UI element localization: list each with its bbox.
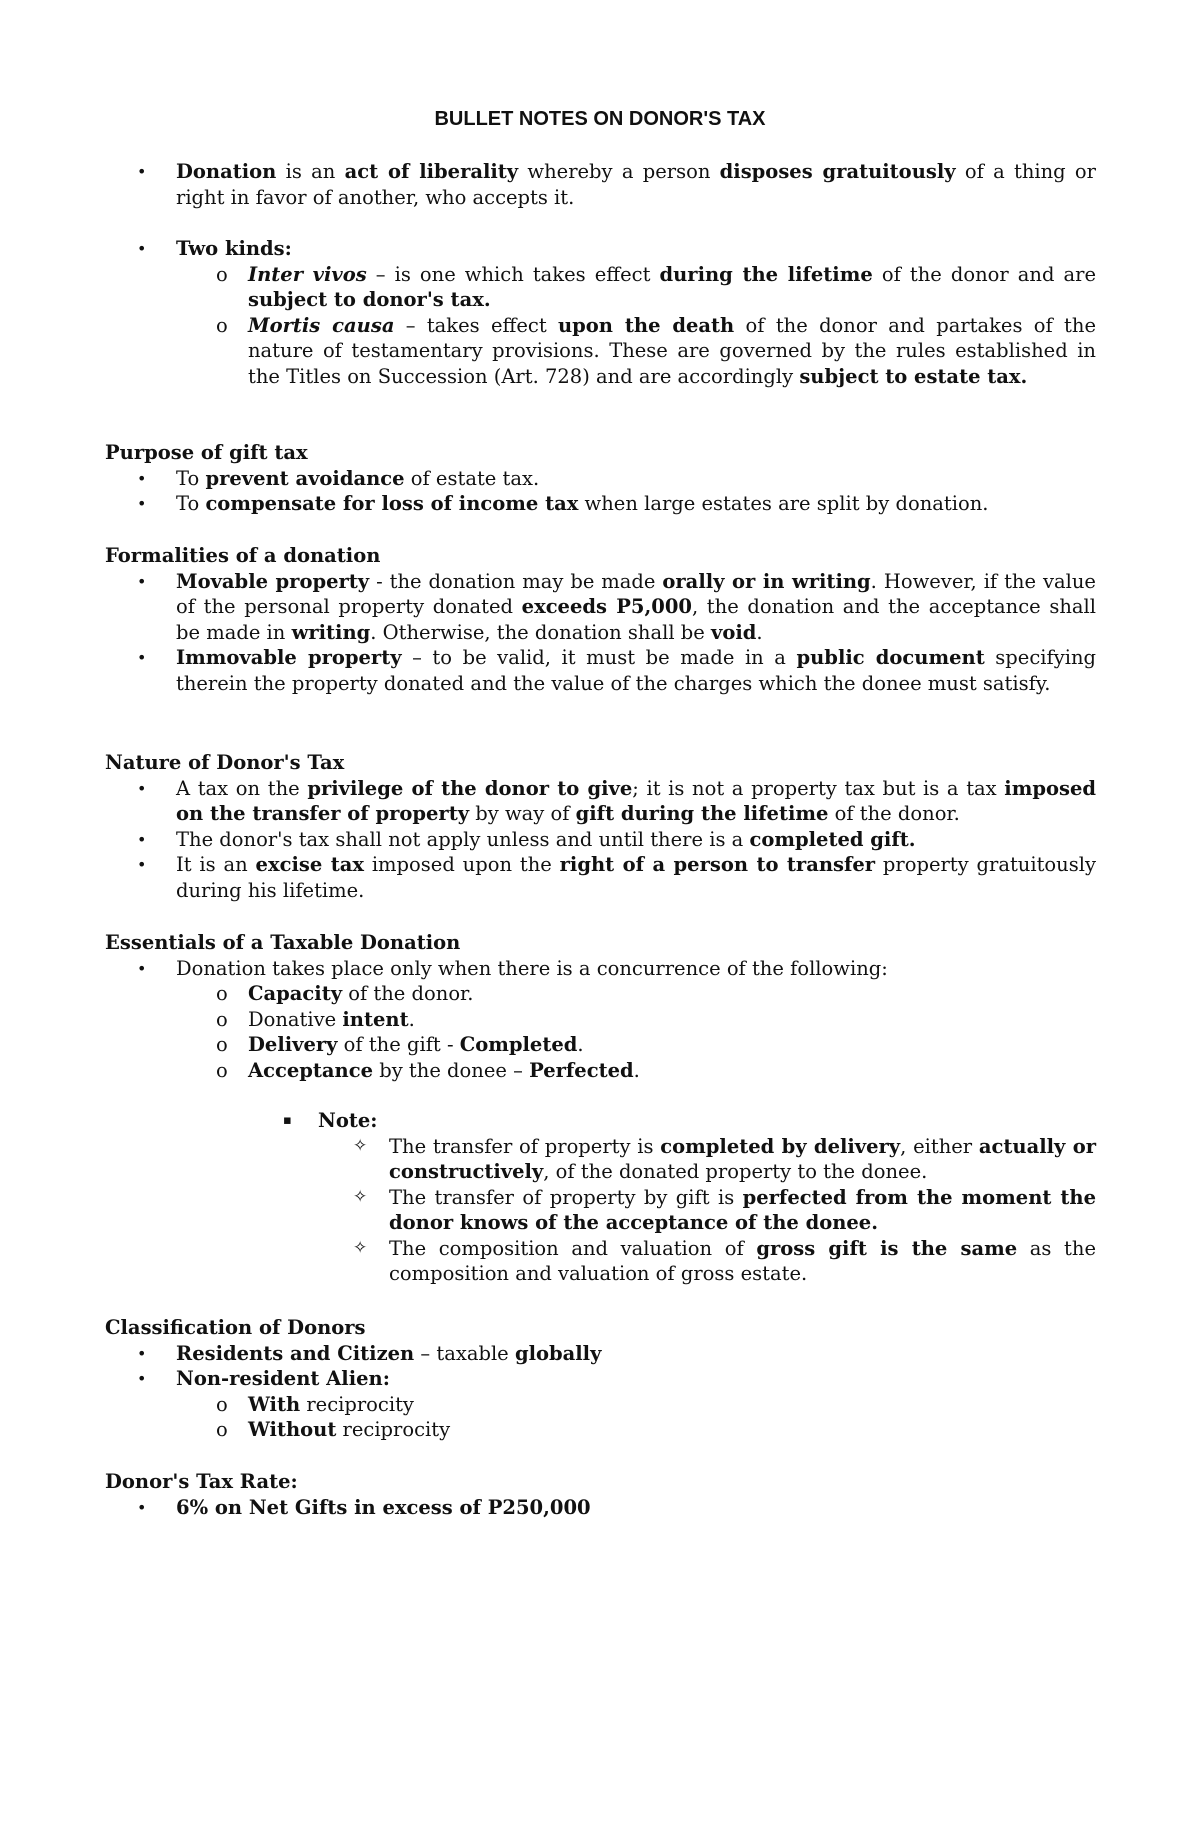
bullet-text [176, 466, 1096, 492]
text-run: of the donor and partakes of the nature of testamentary provisions. These are governed by the rules established in the Titles on Succession (Art. 728) and are accordingly [248, 313, 1096, 388]
section-heading: Essentials of a Taxable Donation [105, 931, 461, 954]
diamond-star-icon: ✧ [353, 1237, 368, 1258]
text-run: imposed on the transfer of property [176, 776, 1096, 825]
text-run: Residents and Citizen [176, 1341, 415, 1365]
text-run: Donation takes place only when there is a concurrence of the following: [176, 956, 888, 980]
text-run: gross gift is the same [756, 1236, 1018, 1260]
text-run: privilege of the donor to give [307, 776, 633, 800]
diamond-star-icon: ✧ [353, 1135, 368, 1156]
document-title: BULLET NOTES ON DONOR'S TAX [434, 108, 766, 130]
text-run: Two kinds: [176, 237, 292, 260]
sub-item-text [248, 1058, 1096, 1084]
sub-item-text [248, 981, 1096, 1007]
sub-item-text [248, 262, 1096, 313]
text-run: Donation [176, 160, 277, 183]
text-run: To [176, 466, 206, 490]
sub-bullet-icon: o [216, 1058, 228, 1082]
sub-bullet-icon: o [216, 262, 228, 286]
section-heading: Donor's Tax Rate: [105, 1470, 298, 1493]
bullet-text [176, 645, 1096, 696]
text-run: . [633, 1058, 640, 1082]
text-run: of the donor. [342, 982, 474, 1005]
bullet-text [176, 159, 1096, 210]
bullet-text [176, 776, 1096, 827]
text-run: With [248, 1392, 301, 1416]
text-run: Capacity [248, 982, 343, 1005]
text-run: subject to estate tax. [799, 364, 1028, 388]
text-run: as the composition and valuation of gross estate. [389, 1236, 1096, 1285]
diamond-star-icon: ✧ [353, 1186, 368, 1207]
text-run: of the gift - [337, 1033, 460, 1056]
text-run: Inter vivos [248, 262, 367, 286]
sub-bullet-icon: o [216, 1418, 228, 1441]
text-run: 6% on Net Gifts in excess of P250,000 [176, 1495, 591, 1519]
section-heading: Formalities of a donation [105, 544, 381, 567]
text-run: The transfer of property by gift is [389, 1185, 743, 1209]
text-run: act of liberality [344, 160, 519, 183]
bullet-icon: • [137, 162, 147, 181]
text-run: Non-resident Alien: [176, 1367, 390, 1390]
text-run: whereby a person [518, 160, 720, 183]
text-run: actually or constructively [389, 1134, 1096, 1183]
text-run: Acceptance [248, 1058, 374, 1082]
text-run: prevent avoidance [205, 466, 405, 490]
text-run: of a thing or right in favor of another, who accepts it. [176, 160, 1096, 209]
text-run: Donative [248, 1007, 343, 1031]
sub-item-text [248, 1007, 1096, 1033]
text-run: is an [276, 160, 345, 183]
text-run: Completed [459, 1033, 578, 1056]
text-run: of the donor and are [872, 262, 1096, 286]
note-text [389, 1236, 1096, 1287]
bullet-text [176, 236, 1096, 262]
note-text [389, 1134, 1096, 1185]
bullet-text [176, 1341, 1096, 1367]
text-run: public document [796, 646, 985, 669]
text-run: void [710, 620, 757, 644]
text-run: disposes gratuitously [719, 160, 956, 183]
text-run: property gratuitously during his lifetime. [176, 853, 1096, 902]
bullet-text [176, 1366, 1096, 1392]
text-run: A tax on the [176, 776, 308, 800]
text-run: - the donation may be made [369, 569, 663, 593]
bullet-text [176, 827, 1096, 853]
text-run: – taxable [414, 1341, 515, 1365]
sub-item-text [248, 1032, 1096, 1058]
note-text [389, 1185, 1096, 1236]
text-run: The donor's tax shall not apply unless and until there is a [176, 827, 750, 851]
section-heading: Classification of Donors [105, 1316, 366, 1339]
text-run: globally [514, 1341, 602, 1365]
text-run: Immovable property [176, 646, 402, 669]
sub-bullet-icon: o [216, 1007, 228, 1031]
text-run: right of a person to transfer [559, 853, 876, 876]
section-heading: Purpose of gift tax [105, 441, 308, 464]
text-run: of estate tax. [404, 466, 540, 490]
text-run: specifying therein the property donated and the value of the charges which the donee must satisfy. [176, 646, 1096, 695]
bullet-text [176, 569, 1096, 646]
square-bullet-icon: ▪ [283, 1113, 292, 1128]
text-run: To [176, 492, 206, 515]
sub-bullet-icon: o [216, 982, 228, 1005]
text-run: . [408, 1007, 415, 1031]
bullet-icon: • [137, 239, 147, 258]
text-run: , of the donated property to the donee. [543, 1160, 928, 1183]
bullet-icon: • [137, 958, 147, 978]
text-run: . Otherwise, the donation shall be [370, 620, 711, 644]
text-run: compensate for loss of income tax [205, 492, 579, 515]
text-run: Mortis causa [248, 313, 395, 337]
bullet-icon: • [137, 1343, 147, 1363]
text-run: , the donation and the acceptance shall be made in [176, 595, 1096, 644]
text-run: writing [291, 620, 371, 644]
sub-bullet-icon: o [216, 313, 228, 337]
text-run: reciprocity [336, 1418, 451, 1441]
text-run: The composition and valuation of [389, 1236, 757, 1260]
bullet-text [176, 491, 1096, 517]
text-run: upon the death [557, 313, 735, 337]
bullet-icon: • [137, 778, 147, 798]
text-run: , either [900, 1134, 979, 1158]
text-run: . However, if the value of the personal property donated [176, 569, 1096, 618]
text-run: It is an [176, 853, 256, 876]
text-run: perfected from the moment the donor knows of the acceptance of the donee. [389, 1185, 1096, 1234]
text-run: of the donor. [828, 802, 960, 825]
text-run: by way of [469, 802, 576, 825]
bullet-icon: • [137, 648, 147, 667]
text-run: The transfer of property is [389, 1134, 661, 1158]
text-run: during the lifetime [659, 262, 873, 286]
text-run: excise tax [255, 853, 364, 876]
text-run: subject to donor's tax. [248, 288, 491, 311]
section-heading: Nature of Donor's Tax [105, 751, 345, 774]
text-run: gift during the lifetime [575, 802, 829, 825]
bullet-icon: • [137, 494, 147, 513]
bullet-text [176, 852, 1096, 903]
text-run: imposed upon the [363, 853, 560, 876]
sub-item-text [248, 1392, 1096, 1418]
text-run: . [756, 620, 763, 644]
text-run: Perfected [529, 1058, 634, 1082]
bullet-icon: • [137, 855, 147, 874]
sub-bullet-icon: o [216, 1033, 228, 1056]
bullet-text [176, 956, 1096, 982]
bullet-icon: • [137, 829, 147, 849]
bullet-icon: • [137, 1497, 147, 1517]
text-run: completed gift. [749, 827, 916, 851]
bullet-icon: • [137, 1369, 147, 1388]
text-run: when large estates are split by donation. [578, 492, 989, 515]
text-run: completed by delivery [660, 1134, 901, 1158]
text-run: orally or in writing [662, 569, 871, 593]
sub-bullet-icon: o [216, 1392, 228, 1416]
bullet-text [176, 1495, 1096, 1521]
text-run: – to be valid, it must be made in a [401, 646, 797, 669]
text-run: Movable property [176, 569, 370, 593]
text-run: – is one which takes effect [366, 262, 660, 286]
text-run: exceeds P5,000 [521, 595, 692, 618]
bullet-icon: • [137, 571, 147, 591]
text-run: Delivery [248, 1033, 338, 1056]
text-run: – takes effect [394, 313, 558, 337]
text-run: Without [248, 1418, 337, 1441]
sub-item-text [248, 313, 1096, 390]
text-run: reciprocity [300, 1392, 414, 1416]
text-run: ; it is not a property tax but is a tax [632, 776, 1005, 800]
text-run: intent [342, 1007, 409, 1031]
bullet-icon: • [137, 468, 147, 488]
note-label: Note: [318, 1109, 378, 1132]
text-run: by the donee – [373, 1058, 530, 1082]
text-run: . [577, 1033, 584, 1056]
sub-item-text [248, 1417, 1096, 1443]
